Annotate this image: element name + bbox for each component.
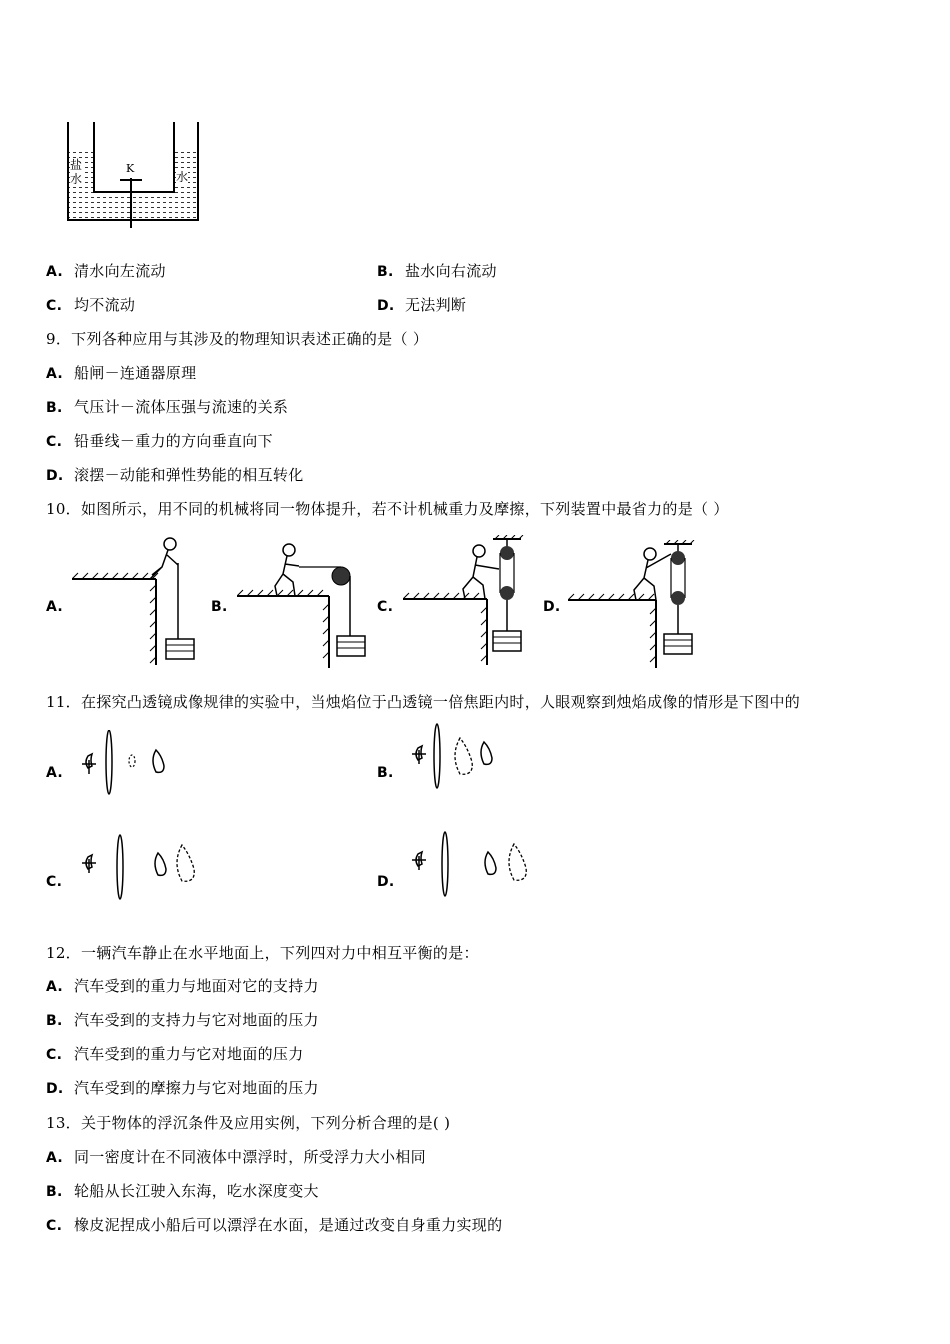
q11-option-b-letter: B. (377, 765, 394, 781)
q8-option-c-text: 均不流动 (74, 296, 136, 314)
q9-option-a-text: 船闸－连通器原理 (74, 364, 197, 382)
q9-option-d-letter: D. (46, 468, 64, 484)
q12-option-d-text: 汽车受到的摩擦力与它对地面的压力 (74, 1079, 319, 1097)
q11-figure-a-lens (78, 730, 178, 800)
q9-option-d-text: 滚摆－动能和弹性势能的相互转化 (74, 466, 304, 484)
q9-option-b-letter: B. (46, 400, 63, 416)
q13-option-c-text: 橡皮泥捏成小船后可以漂浮在水面，是通过改变自身重力实现的 (74, 1216, 503, 1234)
q12-option-c-letter: C. (46, 1047, 63, 1063)
q8-option-b-text: 盐水向右流动 (405, 262, 497, 280)
q12-option-b-letter: B. (46, 1013, 63, 1029)
left-liquid-label: 盐水 (70, 158, 83, 186)
q8-option-d-letter: D. (377, 298, 395, 314)
q12-option-d-letter: D. (46, 1081, 64, 1097)
u-tube-figure (60, 120, 205, 232)
q13-option-c-letter: C. (46, 1218, 63, 1234)
q13-option-a-text: 同一密度计在不同液体中漂浮时，所受浮力大小相同 (74, 1148, 426, 1166)
q12-stem: 12．一辆汽车静止在水平地面上，下列四对力中相互平衡的是： (46, 944, 479, 962)
q8-option-a-text: 清水向左流动 (74, 262, 166, 280)
q10-figure-c-pulley-system (403, 535, 533, 670)
right-liquid-label: 水 (176, 170, 189, 184)
q11-option-a-letter: A. (46, 765, 64, 781)
q10-option-c-letter: C. (377, 599, 394, 615)
q9-option-c-text: 铅垂线－重力的方向垂直向下 (74, 432, 273, 450)
q10-option-a-letter: A. (46, 599, 64, 615)
q8-option-a-letter: A. (46, 264, 64, 280)
q10-figure-d-pulley-system (568, 540, 698, 670)
q10-stem: 10．如图所示，用不同的机械将同一物体提升，若不计机械重力及摩擦，下列装置中最省力的是（ ） (46, 500, 729, 518)
q9-option-a-letter: A. (46, 366, 64, 382)
q11-option-d-letter: D. (377, 874, 395, 890)
q9-stem: 9．下列各种应用与其涉及的物理知识表述正确的是（ ） (46, 330, 429, 348)
q11-stem: 11．在探究凸透镜成像规律的实验中，当烛焰位于凸透镜一倍焦距内时，人眼观察到烛焰成像的情形是下图中的 (46, 693, 801, 711)
q13-stem: 13．关于物体的浮沉条件及应用实例，下列分析合理的是( ) (46, 1114, 451, 1132)
q10-option-d-letter: D. (543, 599, 561, 615)
q8-option-b-letter: B. (377, 264, 394, 280)
q12-option-b-text: 汽车受到的支持力与它对地面的压力 (74, 1011, 319, 1029)
q9-option-c-letter: C. (46, 434, 63, 450)
q12-option-c-text: 汽车受到的重力与它对地面的压力 (74, 1045, 304, 1063)
q12-option-a-letter: A. (46, 979, 64, 995)
q10-figure-a-rope-lift (72, 535, 202, 670)
q8-option-d-text: 无法判断 (405, 296, 467, 314)
q10-option-b-letter: B. (211, 599, 228, 615)
q10-figure-b-fixed-pulley (237, 540, 372, 670)
q11-figure-c-lens (78, 833, 198, 903)
q11-figure-b-lens (408, 722, 508, 792)
q13-option-b-text: 轮船从长江驶入东海，吃水深度变大 (74, 1182, 319, 1200)
q11-option-c-letter: C. (46, 874, 63, 890)
q11-figure-d-lens (408, 830, 533, 900)
valve-label: K (126, 162, 135, 175)
q13-option-a-letter: A. (46, 1150, 64, 1166)
q12-option-a-text: 汽车受到的重力与地面对它的支持力 (74, 977, 319, 995)
q13-option-b-letter: B. (46, 1184, 63, 1200)
q8-option-c-letter: C. (46, 298, 63, 314)
q9-option-b-text: 气压计－流体压强与流速的关系 (74, 398, 289, 416)
